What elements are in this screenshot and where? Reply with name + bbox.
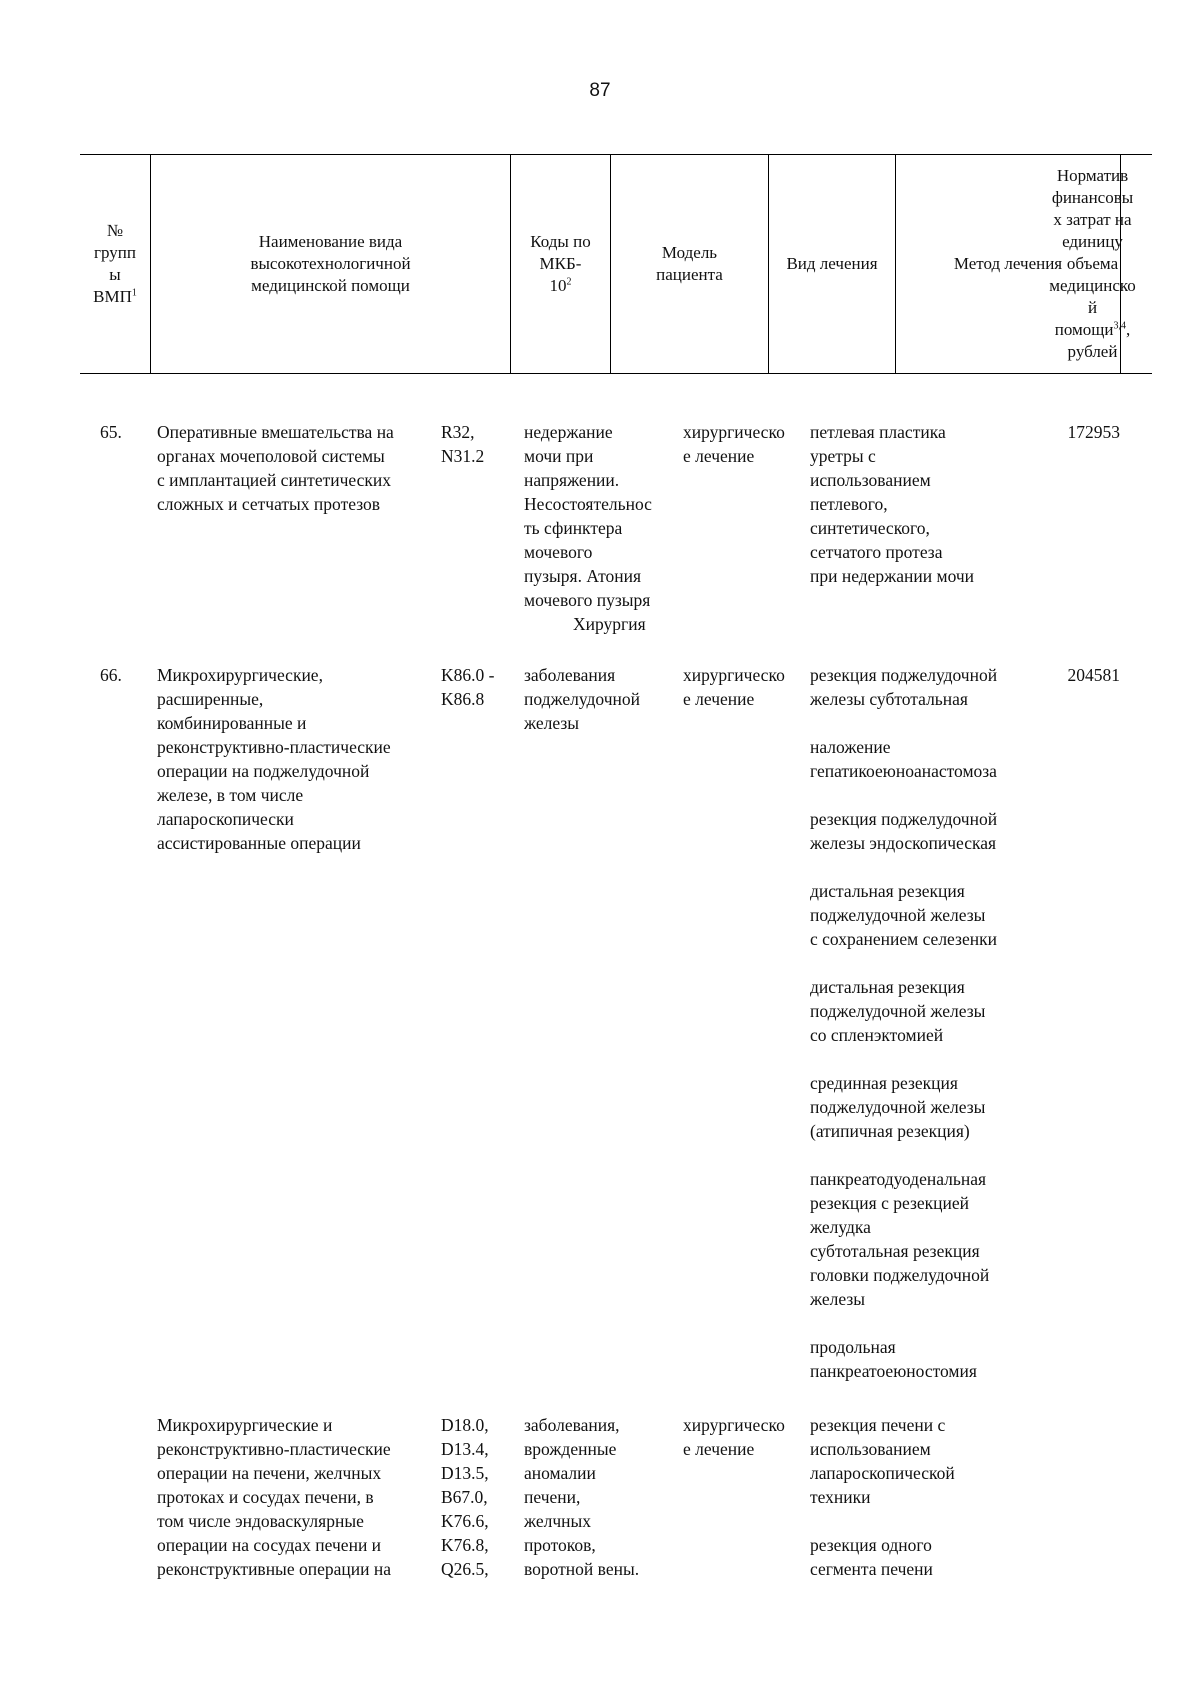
header-norm: Норматив финансовы х затрат на единицу объема медицинско й помощи$^{3,4}$, рублей: [1049, 166, 1136, 361]
header-patient-model: Модель пациента: [656, 243, 723, 284]
method-item: резекция поджелудочной железы эндоскопическая: [810, 809, 998, 853]
row-number: 65.: [100, 422, 122, 442]
method-item: резекция одного сегмента печени: [810, 1535, 933, 1579]
row-patient-model: недержание мочи при напряжении. Несостоятельнос ть сфинктера мочевого пузыря. Атония мочевого пузыря: [524, 422, 652, 610]
row-codes: D18.0, D13.4, D13.5, B67.0, K76.6, K76.8, Q26.5,: [441, 1415, 489, 1579]
row-number: 66.: [100, 665, 122, 685]
row-name: Оперативные вмешательства на органах мочеполовой системы с имплантацией синтетических сложных и сетчатых протезов: [157, 422, 394, 514]
row-cost: 172953: [1067, 422, 1120, 442]
row-name: Микрохирургические и реконструктивно-пластические операции на печени, желчных протоках и сосудах печени, в том числе эндоваскулярные операции на сосудах печени и реконструктивные операции на: [157, 1415, 391, 1579]
section-title: Хирургия: [573, 614, 646, 634]
row-treatment-type: хирургическо е лечение: [683, 665, 785, 709]
row-codes: K86.0 - K86.8: [441, 665, 495, 709]
row-patient-model: заболевания поджелудочной железы: [524, 665, 641, 733]
method-item: продольная панкреатоеюностомия: [810, 1337, 977, 1381]
row-methods: [810, 663, 997, 1407]
row-methods: [810, 1413, 955, 1605]
method-item: срединная резекция поджелудочной железы (атипичная резекция): [810, 1073, 986, 1141]
table-header: [80, 154, 1152, 374]
method-item: дистальная резекция поджелудочной железы с сохранением селезенки: [810, 881, 997, 949]
method-item: резекция поджелудочной железы субтотальная: [810, 665, 998, 709]
header-group-number: № групп ы ВМП$^1$: [93, 221, 137, 306]
method-item: резекция печени с использованием лапароскопической техники: [810, 1415, 955, 1507]
header-name: Наименование вида высокотехнологичной медицинской помощи: [250, 232, 411, 295]
method-item: наложение гепатикоеюноанастомоза: [810, 737, 997, 781]
row-treatment-type: хирургическо е лечение: [683, 1415, 785, 1459]
row-codes: R32, N31.2: [441, 422, 485, 466]
header-treatment-type: Вид лечения: [786, 254, 878, 273]
row-cost: 204581: [1067, 665, 1120, 685]
row-patient-model: заболевания, врожденные аномалии печени, желчных протоков, воротной вены.: [524, 1415, 640, 1579]
method-item: дистальная резекция поджелудочной железы со спленэктомией: [810, 977, 986, 1045]
header-method: Метод лечения: [953, 254, 1063, 273]
header-codes: Коды по МКБ- $10^2$: [530, 232, 591, 295]
row-name: Микрохирургические, расширенные, комбинированные и реконструктивно-пластические операции на поджелудочной железе, в том числе лапароскопически ассистированные операции: [157, 665, 391, 853]
row-treatment-type: хирургическо е лечение: [683, 422, 785, 466]
method-item: панкреатодуоденальная резекция с резекцией желудка субтотальная резекция головки поджелудочной железы: [810, 1169, 990, 1309]
page-number: 87: [589, 80, 611, 101]
row-method: петлевая пластика уретры с использованием петлевого, синтетического, сетчатого протеза при недержании мочи: [810, 422, 975, 586]
